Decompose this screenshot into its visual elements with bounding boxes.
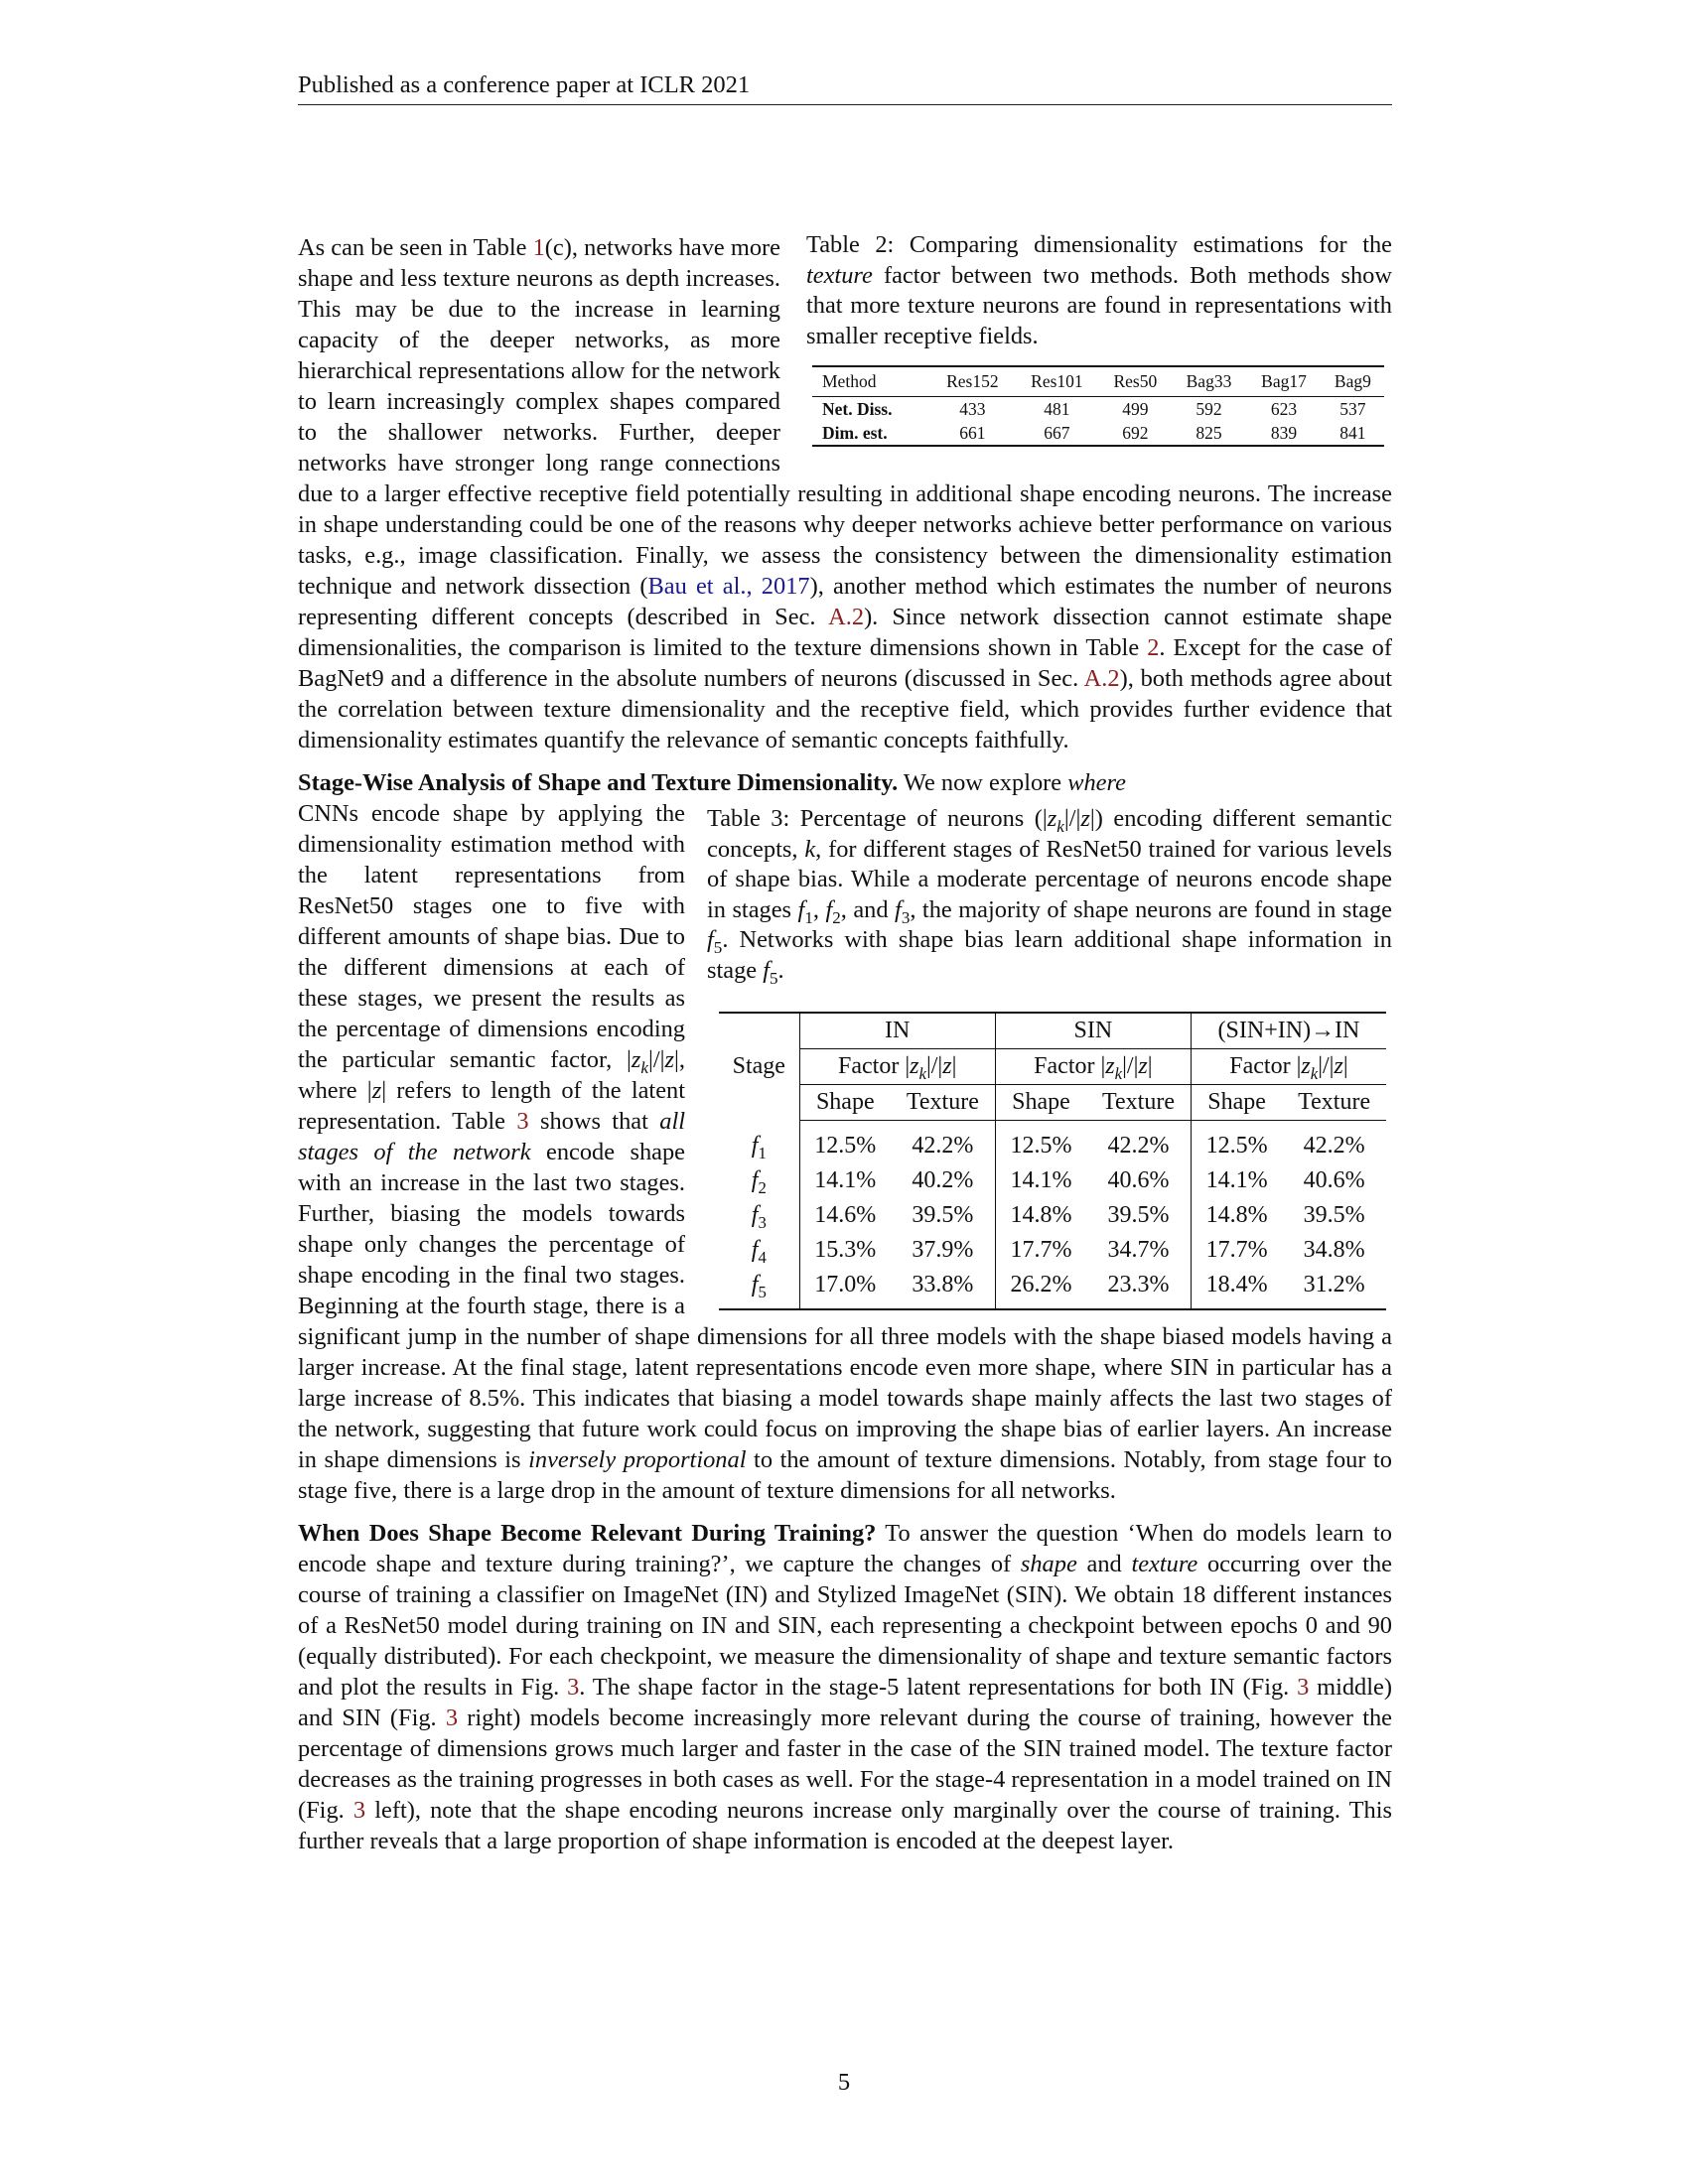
table-3-cell: 14.8%	[995, 1198, 1086, 1233]
table-3-grid	[719, 1012, 1386, 1310]
table-2-col-header: Res101	[1031, 371, 1083, 391]
math-z-length: |z|	[366, 1077, 387, 1104]
table-2-row-label: Dim. est.	[822, 423, 888, 443]
table-3-sub-header: Shape	[1191, 1085, 1282, 1121]
table-3-group-header: SIN	[995, 1013, 1191, 1049]
table-2-row	[812, 421, 1384, 446]
table-2-cell: 667	[1044, 423, 1070, 443]
table-3-sub-header: Shape	[995, 1085, 1086, 1121]
table-3-group-header: (SIN+IN)→IN	[1191, 1013, 1386, 1049]
section-a2-link[interactable]: A.2	[828, 604, 865, 630]
table-2-grid	[812, 365, 1384, 447]
table-3-factor-header: Factor $|z_k|/|z|$	[1191, 1049, 1386, 1085]
table-2-col-header: Res152	[946, 371, 999, 391]
table-3-cell: 34.8%	[1303, 1237, 1365, 1263]
table-3-stage-cell: $f_3$	[751, 1202, 767, 1232]
table-3-row	[719, 1198, 1386, 1233]
table-3-caption: Table 3: Percentage of neurons $(|z_k|/|z|)$ encoding different semantic concepts, k, for different stages of ResNet50 trained for various levels of shape bias. While a moderate percentage of neurons encode shape in stages $f_1$, $f_2$, and $f_3$, the majority of shape neurons are found in stage $f_5$. Networks with shape bias learn additional shape information in stage $f_5$.	[707, 805, 1393, 988]
table-3-cell: 42.2%	[1303, 1133, 1365, 1159]
table-3-cell: 39.5%	[1303, 1202, 1365, 1228]
table-1-link[interactable]: 1	[532, 234, 545, 261]
table-3-stage-cell: $f_4$	[751, 1237, 767, 1267]
table-3-stage-header: Stage	[732, 1053, 785, 1080]
table-3-factor-header: Factor $|z_k|/|z|$	[799, 1049, 995, 1085]
table-2-cell: 841	[1339, 423, 1366, 443]
table-2-col-header: Bag9	[1334, 371, 1371, 391]
table-3-cell: 33.8%	[912, 1272, 974, 1297]
table-2	[806, 230, 1392, 447]
table-3-sub-header: Texture	[1282, 1085, 1386, 1121]
table-3-cell: 42.2%	[912, 1133, 974, 1159]
table-3-cell: 39.5%	[1107, 1202, 1170, 1228]
table-3-cell: 17.0%	[799, 1268, 891, 1309]
table-3-row	[719, 1233, 1386, 1268]
table-2-cell: 692	[1122, 423, 1149, 443]
table-2-cell: 661	[959, 423, 986, 443]
table-2-header-row	[812, 366, 1384, 397]
table-3-body	[719, 1121, 1386, 1310]
citation-bau-link[interactable]: Bau et al., 2017	[647, 573, 810, 600]
table-3-cell: 14.1%	[995, 1163, 1086, 1198]
table-3-cell: 37.9%	[912, 1237, 974, 1263]
table-3-cell: 40.6%	[1303, 1167, 1365, 1193]
table-3-group-row	[719, 1013, 1386, 1049]
paragraph-stage-wise-intro: Stage-Wise Analysis of Shape and Texture Dimensionality. We now explore where	[298, 769, 1126, 796]
table-2-col-header: Bag33	[1186, 371, 1232, 391]
table-3-cell: 14.8%	[1191, 1198, 1282, 1233]
table-3-cell: 31.2%	[1303, 1272, 1365, 1297]
table-2-cell: 433	[959, 399, 986, 419]
table-3-cell: 17.7%	[995, 1233, 1086, 1268]
table-2-cell: 499	[1122, 399, 1149, 419]
table-3-sub-header: Shape	[799, 1085, 891, 1121]
table-3-cell: 12.5%	[995, 1121, 1086, 1164]
section-heading: Stage-Wise Analysis of Shape and Texture Dimensionality.	[298, 769, 899, 796]
table-3-sub-header-row	[719, 1085, 1386, 1121]
figure-3-link[interactable]: 3	[1297, 1674, 1310, 1701]
table-3-cell: 40.2%	[912, 1167, 974, 1193]
figure-3-link[interactable]: 3	[567, 1674, 580, 1701]
table-2-cell: 592	[1196, 399, 1222, 419]
table-3-row	[719, 1121, 1386, 1164]
table-3-stage-cell: $f_2$	[751, 1167, 767, 1197]
table-3-cell: 42.2%	[1107, 1133, 1170, 1159]
table-3-cell: 18.4%	[1191, 1268, 1282, 1309]
table-3-cell: 39.5%	[912, 1202, 974, 1228]
table-2-caption: Table 2: Comparing dimensionality estimations for the texture factor between two methods. Both methods show that more texture neurons are found in representations with smaller receptive fields.	[806, 231, 1392, 349]
page-number: 5	[837, 2069, 851, 2096]
section-heading: When Does Shape Become Relevant During Training?	[298, 1520, 877, 1547]
table-2-col-header: Method	[822, 371, 877, 391]
table-3-cell: 14.6%	[799, 1198, 891, 1233]
table-3-stage-cell: $f_5$	[751, 1272, 767, 1301]
table-2-cell: 839	[1270, 423, 1298, 443]
table-2-cell: 537	[1339, 399, 1366, 419]
table-3-cell: 26.2%	[995, 1268, 1086, 1309]
table-2-cell: 825	[1196, 423, 1222, 443]
section-stage-wise	[298, 767, 1392, 1506]
table-3-cell: 15.3%	[799, 1233, 891, 1268]
figure-3-link[interactable]: 3	[445, 1705, 459, 1731]
table-3-stage-cell: $f_1$	[751, 1132, 767, 1162]
table-3-factor-header: Factor $|z_k|/|z|$	[995, 1049, 1191, 1085]
paragraph-shape-neurons-depth: As can be seen in Table 1(c), networks have more shape and less texture neurons as depth increases. This may be due to the increase in learning capacity of the deeper networks, as more hierarchical representations allow for the network to learn increasingly complex shapes compared to the shallower networks. Further, deeper networks have stronger long range connections due to a larger effective receptive field potentially resulting in additional shape encoding neurons. The increase in shape understanding could be one of the reasons why deeper networks achieve better performance on various tasks, e.g., image classification. Finally, we assess the consistency between the dimensionality estimation technique and network dissection (Bau et al., 2017), another method which estimates the number of neurons representing different concepts (described in Sec. A.2). Since network dissection cannot estimate shape dimensionalities, the comparison is limited to the texture dimensions shown in Table 2. Except for the case of BagNet9 and a difference in the absolute numbers of neurons (discussed in Sec. A.2), both methods agree about the correlation between texture dimensionality and the receptive field, which provides further evidence that dimensionality estimates quantify the relevance of semantic concepts faithfully.	[298, 234, 1393, 753]
table-3-row	[719, 1268, 1386, 1309]
math-zk-over-z: $|z_k|/|z|$	[626, 1046, 679, 1077]
table-3-cell: 17.7%	[1191, 1233, 1282, 1268]
table-3-cell: 12.5%	[1191, 1121, 1282, 1164]
section-a2-link[interactable]: A.2	[1083, 665, 1120, 692]
table-2-cell: 481	[1044, 399, 1070, 419]
table-3-cell: 23.3%	[1107, 1272, 1170, 1297]
table-3-sub-header: Texture	[891, 1085, 995, 1121]
table-3-cell: 40.6%	[1107, 1167, 1170, 1193]
table-3-cell: 14.1%	[1191, 1163, 1282, 1198]
table-2-row	[812, 397, 1384, 422]
table-3-link[interactable]: 3	[516, 1108, 529, 1135]
paragraph-training-shape: When Does Shape Become Relevant During Training? To answer the question ‘When do models learn to encode shape and texture during training?’, we capture the changes of shape and texture occurring over the course of training a classifier on ImageNet (IN) and Stylized ImageNet (SIN). We obtain 18 different instances of a ResNet50 model during training on IN and SIN, each representing a checkpoint between epochs 0 and 90 (equally distributed). For each checkpoint, we measure the dimensionality of shape and texture semantic factors and plot the results in Fig. 3. The shape factor in the stage-5 latent representations for both IN (Fig. 3 middle) and SIN (Fig. 3 right) models become increasingly more relevant during the course of training, however the percentage of dimensions grows much larger and faster in the case of the SIN trained model. The texture factor decreases as the training progresses in both cases as well. For the stage-4 representation in a model trained on IN (Fig. 3 left), note that the shape encoding neurons increase only marginally over the course of training. This further reveals that a large proportion of shape information is encoded at the deepest layer.	[298, 1520, 1392, 1854]
table-3-sub-header: Texture	[1086, 1085, 1191, 1121]
table-2-row-label: Net. Diss.	[822, 399, 893, 419]
figure-3-link[interactable]: 3	[352, 1797, 366, 1824]
table-2-link[interactable]: 2	[1147, 634, 1160, 661]
table-3-cell: 14.1%	[799, 1163, 891, 1198]
table-3-factor-row	[719, 1049, 1386, 1085]
table-3	[707, 804, 1392, 1310]
page-content	[298, 232, 1392, 1868]
table-2-col-header: Res50	[1113, 371, 1158, 391]
table-2-cell: 623	[1270, 399, 1298, 419]
paragraph-stage-wise-body: CNNs encode shape by applying the dimensionality estimation method with the latent representations from ResNet50 stages one to five with different amounts of shape bias. Due to the different dimensions at each of these stages, we present the results as the percentage of dimensions encoding the particular semantic factor, $|z_k|/|z|$, where |z| refers to length of the latent representation. Table 3 shows that all stages of the network encode shape with an increase in the last two stages. Further, biasing the models towards shape only changes the percentage of shape encoding in the final two stages. Beginning at the fourth stage, there is a significant jump in the number of shape dimensions for all three models with the shape biased models having a larger increase. At the final stage, latent representations encode even more shape, where SIN in particular has a large increase of 8.5%. This indicates that biasing a model towards shape mainly affects the last two stages of the network, suggesting that future work could focus on improving the shape bias of earlier layers. An increase in shape dimensions is inversely proportional to the amount of texture dimensions. Notably, from stage four to stage five, there is a large drop in the amount of texture dimensions for all networks.	[298, 800, 1392, 1504]
table-2-col-header: Bag17	[1261, 371, 1307, 391]
table-3-cell: 12.5%	[799, 1121, 891, 1164]
table-3-cell: 34.7%	[1107, 1237, 1170, 1263]
table-3-group-header: IN	[799, 1013, 995, 1049]
running-header: Published as a conference paper at ICLR 2021	[298, 70, 1392, 105]
table-3-row	[719, 1163, 1386, 1198]
